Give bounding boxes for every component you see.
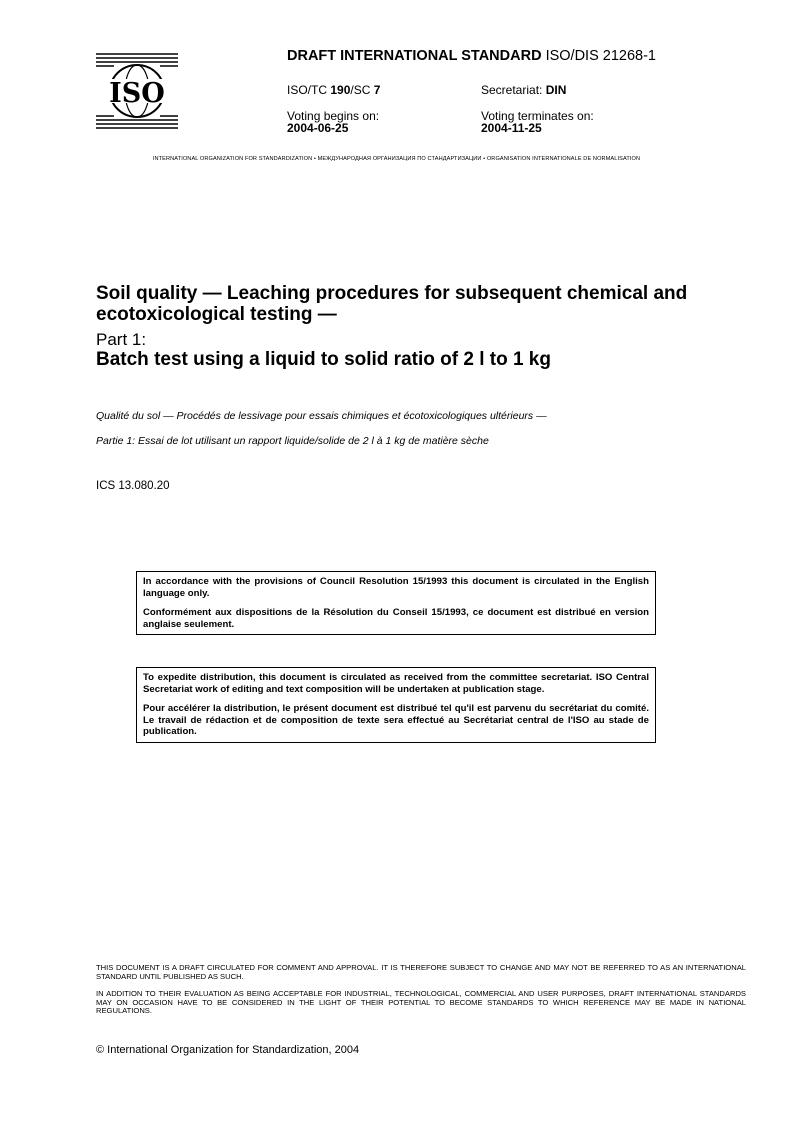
distribution-notice-en: To expedite distribution, this document is circulated as received from the committee secretariat. ISO Central Secretariat work of editing and text composition will be undertaken at publication stage.: [143, 672, 649, 695]
french-title: Qualité du sol — Procédés de lessivage pour essais chimiques et écotoxicologiques ultérieurs —: [96, 410, 547, 422]
language-notice-fr: Conformément aux dispositions de la Résolution du Conseil 15/1993, ce document est distribué en version anglaise seulement.: [143, 607, 649, 630]
voting-terminates-label: Voting terminates on:: [481, 109, 594, 123]
document-number: ISO/DIS 21268-1: [545, 48, 656, 64]
voting-terminates: [481, 110, 594, 134]
voting-begins-date: 2004-06-25: [287, 121, 349, 135]
distribution-notice-fr: Pour accélérer la distribution, le présent document est distribué tel qu'il est parvenu du secrétariat du comité. Le travail de rédaction et de composition de texte sera effectué au Secrétariat central de l'ISO au stade de publication.: [143, 703, 649, 737]
draft-disclaimer: THIS DOCUMENT IS A DRAFT CIRCULATED FOR COMMENT AND APPROVAL. IT IS THEREFORE SUBJECT TO CHANGE AND MAY NOT BE REFERRED TO AS AN INTERNATIONAL STANDARD UNTIL PUBLISHED AS SUCH.: [96, 963, 746, 981]
svg-text:ISO: ISO: [109, 78, 165, 109]
copyright: © International Organization for Standardization, 2004: [96, 1044, 360, 1056]
ics-code: ICS 13.080.20: [96, 480, 170, 492]
part-label: Part 1:: [96, 330, 147, 349]
main-title: Soil quality — Leaching procedures for subsequent chemical and ecotoxicological testing —: [96, 283, 688, 325]
iso-logo: [96, 52, 178, 130]
technical-committee: [287, 83, 380, 97]
draft-label: DRAFT INTERNATIONAL STANDARD: [287, 48, 542, 64]
secretariat-label: Secretariat:: [481, 83, 546, 97]
subtitle: Batch test using a liquid to solid ratio of 2 l to 1 kg: [96, 349, 551, 370]
voting-begins: [287, 110, 379, 134]
french-subtitle: Partie 1: Essai de lot utilisant un rapport liquide/solide de 2 l à 1 kg de matière sèche: [96, 435, 489, 447]
tc-prefix: ISO/TC: [287, 83, 331, 97]
language-notice-en: In accordance with the provisions of Council Resolution 15/1993 this document is circulated in the English language only.: [143, 576, 649, 599]
sc-number: 7: [373, 83, 381, 97]
voting-terminates-date: 2004-11-25: [481, 121, 542, 135]
voting-begins-label: Voting begins on:: [287, 109, 380, 123]
tc-number: 190: [330, 83, 351, 97]
sc-prefix: /SC: [350, 83, 374, 97]
document-type: [287, 48, 656, 64]
distribution-notice-box: [136, 667, 656, 743]
secretariat-value: DIN: [545, 83, 567, 97]
regulation-disclaimer: IN ADDITION TO THEIR EVALUATION AS BEING ACCEPTABLE FOR INDUSTRIAL, TECHNOLOGICAL, COMMERCIAL AND USER PURPOSES, DRAFT INTERNATIONAL STANDARDS MAY ON OCCASION HAVE TO BE CONSIDERED IN THE LIGHT OF THEIR POTENTIAL TO BECOME STANDARDS TO WHICH REFERENCE MAY BE MADE IN NATIONAL REGULATIONS.: [96, 989, 746, 1016]
organization-line: INTERNATIONAL ORGANIZATION FOR STANDARDIZATION • МЕЖДУНАРОДНАЯ ОРГАНИЗАЦИЯ ПО СТАНДАРТИЗАЦИИ • ORGANISATION INTERNATIONALE DE NORMALISATION: [152, 156, 641, 162]
secretariat: [481, 83, 566, 97]
language-notice-box: [136, 571, 656, 635]
